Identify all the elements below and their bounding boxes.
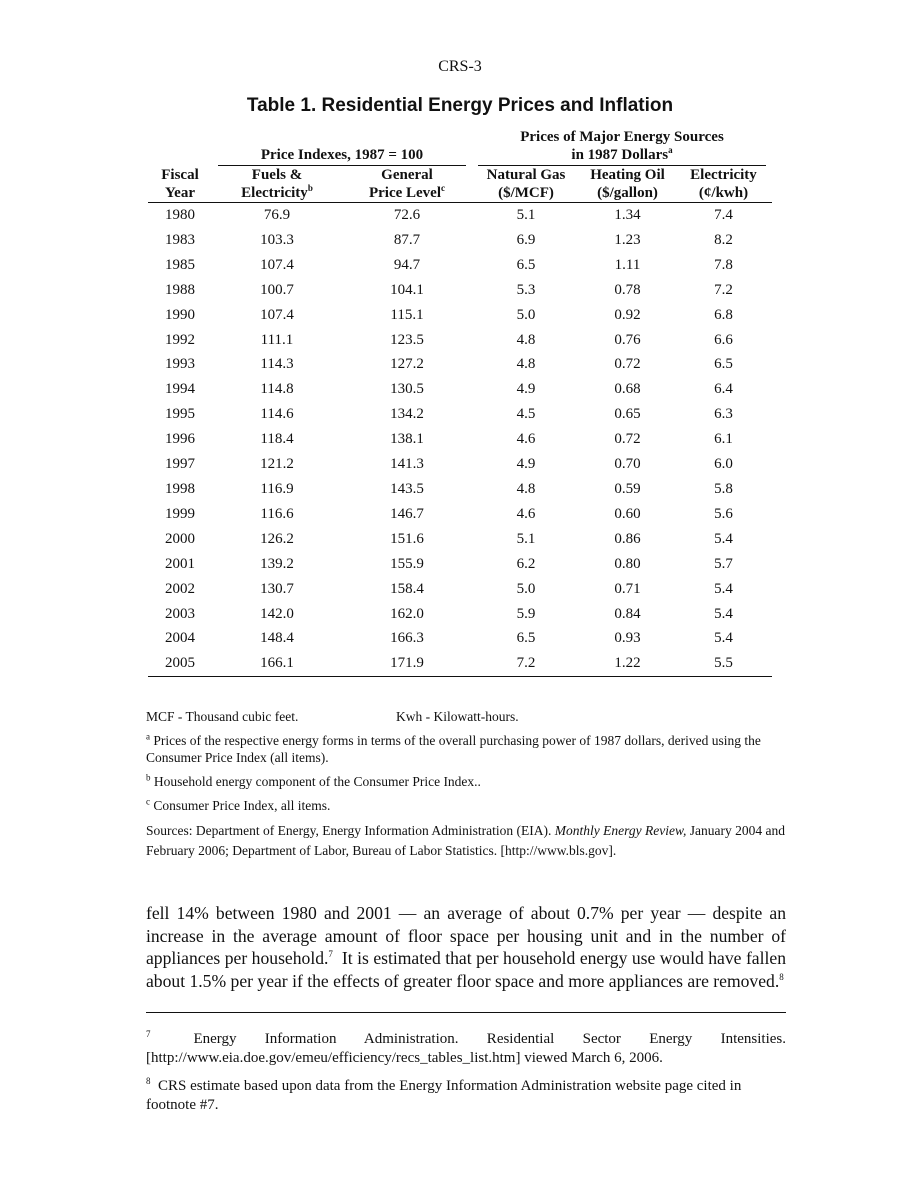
table-cell: 134.2 <box>390 406 424 423</box>
table-cell: 0.70 <box>614 456 641 473</box>
table-cell: 1997 <box>165 456 195 473</box>
page-header: CRS-3 <box>438 58 482 75</box>
table-row <box>148 203 772 228</box>
table-cell: 0.68 <box>614 381 641 398</box>
table-cell: 127.2 <box>390 356 424 373</box>
table-cell: 1.11 <box>614 256 641 273</box>
table-cell: 5.4 <box>714 530 733 547</box>
note-sources: Sources: Department of Energy, Energy Information Administration (EIA). Monthly Energy Review, January 2004 and February 2006; Department of Labor, Bureau of Labor Statistics. [http://www.bls.gov]. <box>146 823 785 858</box>
table-cell: 6.9 <box>516 231 536 248</box>
energy-table-container <box>148 128 772 677</box>
table-cell: 0.59 <box>614 480 641 497</box>
table-cell: 151.6 <box>390 530 424 547</box>
table-row <box>148 377 772 402</box>
table-cell: 87.7 <box>393 231 421 248</box>
table-cell: 116.6 <box>260 505 294 522</box>
table-row <box>148 527 772 552</box>
table-cell: 0.86 <box>614 530 641 547</box>
table-cell: 6.4 <box>714 381 733 398</box>
table-cell: 1980 <box>165 207 195 223</box>
table-cell: 1993 <box>165 356 195 373</box>
table-cell: 107.4 <box>260 256 294 273</box>
table-cell: 1998 <box>165 480 195 497</box>
table-cell: 116.9 <box>260 480 294 497</box>
table-cell: 5.0 <box>516 306 536 323</box>
table-cell: 5.7 <box>714 555 733 572</box>
table-cell: 5.4 <box>714 630 733 647</box>
table-cell: 111.1 <box>260 331 294 348</box>
table-cell: 5.4 <box>714 580 733 597</box>
table-row <box>148 477 772 502</box>
table-cell: 0.60 <box>614 505 641 522</box>
table-cell: 166.3 <box>390 630 424 647</box>
table-cell: 0.72 <box>614 356 641 373</box>
footnote-ref-7: 7 <box>328 949 333 960</box>
table-cell: 6.1 <box>714 431 733 448</box>
table-cell: 6.5 <box>516 256 536 273</box>
footnote-ref-8: 8 <box>779 971 784 982</box>
table-cell: 5.0 <box>516 580 536 597</box>
table-cell: 2004 <box>165 630 195 647</box>
column-header: Fiscal Year <box>148 166 212 203</box>
table-cell: 107.4 <box>260 306 294 323</box>
table-cell: 1.23 <box>614 231 641 248</box>
table-cell: 7.8 <box>714 256 733 273</box>
table-cell: 4.6 <box>516 431 536 448</box>
table-row <box>148 602 772 627</box>
table-cell: 76.9 <box>263 207 291 223</box>
table-cell: 115.1 <box>390 306 424 323</box>
table-cell: 139.2 <box>260 555 294 572</box>
table-cell: 148.4 <box>260 630 294 647</box>
table-row <box>148 577 772 602</box>
table-title: Table 1. Residential Energy Prices and Inflation <box>246 95 674 116</box>
table-cell: 94.7 <box>393 256 421 273</box>
table-row <box>148 626 772 651</box>
table-cell: 6.2 <box>516 555 536 572</box>
table-cell: 4.6 <box>516 505 536 522</box>
footnote-7: $^7$ Energy Information Administration. Residential Sector Energy Intensities. [http://www.eia.doe.gov/emeu/efficiency/recs_tables_list.htm] viewed March 6, 2006. <box>146 1029 786 1066</box>
table-row <box>148 303 772 328</box>
table-cell: 130.7 <box>260 580 294 597</box>
column-header: Heating Oil ($/gallon) <box>580 166 675 203</box>
table-cell: 1.22 <box>580 651 675 676</box>
column-header: Natural Gas ($/MCF) <box>472 166 580 203</box>
table-cell: 158.4 <box>390 580 424 597</box>
table-cell: 0.78 <box>614 281 641 298</box>
table-row <box>148 452 772 477</box>
table-cell: 6.8 <box>714 306 733 323</box>
table-cell: 114.6 <box>260 406 294 423</box>
table-cell: 0.92 <box>614 306 641 323</box>
table-cell: 1995 <box>165 406 195 423</box>
table-cell: 5.8 <box>714 480 733 497</box>
table-cell: 0.93 <box>614 630 641 647</box>
note-kwh: Kwh - Kilowatt-hours. <box>396 709 519 724</box>
table-notes <box>146 708 786 868</box>
note-mcf: MCF - Thousand cubic feet. <box>146 709 299 724</box>
table-cell: 6.3 <box>714 406 733 423</box>
group-header-price-indexes: Price Indexes, 1987 = 100 <box>212 128 472 166</box>
table-cell: 118.4 <box>260 431 294 448</box>
energy-prices-table <box>148 128 772 677</box>
table-cell: 114.3 <box>260 356 294 373</box>
table-cell: 4.9 <box>516 456 536 473</box>
table-cell: 1.34 <box>614 207 641 223</box>
table-cell: 141.3 <box>390 456 424 473</box>
table-cell: 1996 <box>165 431 195 448</box>
table-cell: 4.5 <box>516 406 536 423</box>
table-row <box>148 552 772 577</box>
table-cell: 5.9 <box>516 605 536 622</box>
table-row <box>148 228 772 253</box>
note-b: $^b$ Household energy component of the Consumer Price Index.. <box>146 772 481 789</box>
column-group-row <box>148 128 772 166</box>
table-cell: 1999 <box>165 505 195 522</box>
table-cell: 6.5 <box>714 356 733 373</box>
table-cell: 138.1 <box>390 431 424 448</box>
table-cell: 1985 <box>165 256 195 273</box>
table-cell: 123.5 <box>390 331 424 348</box>
table-cell: 155.9 <box>390 555 424 572</box>
table-cell: 142.0 <box>260 605 294 622</box>
table-cell: 4.8 <box>516 480 536 497</box>
table-cell: 5.5 <box>675 651 772 676</box>
table-cell: 1988 <box>165 281 195 298</box>
table-cell: 146.7 <box>390 505 424 522</box>
table-cell: 2000 <box>165 530 195 547</box>
table-cell: 2001 <box>165 555 195 572</box>
column-header-row <box>148 166 772 203</box>
table-cell: 5.4 <box>714 605 733 622</box>
table-cell: 162.0 <box>390 605 424 622</box>
table-cell: 4.8 <box>516 331 536 348</box>
table-cell: 130.5 <box>390 381 424 398</box>
table-row <box>148 253 772 278</box>
table-cell: 7.2 <box>714 281 733 298</box>
table-row <box>148 328 772 353</box>
table-cell: 171.9 <box>342 651 472 676</box>
table-cell: 0.84 <box>614 605 641 622</box>
table-cell: 5.6 <box>714 505 733 522</box>
table-row <box>148 502 772 527</box>
table-cell: 0.76 <box>614 331 641 348</box>
table-cell: 72.6 <box>393 207 421 223</box>
table-cell: 5.1 <box>516 207 536 223</box>
column-header: Electricity (¢/kwh) <box>675 166 772 203</box>
table-cell: 4.9 <box>516 381 536 398</box>
table-cell: 5.1 <box>516 530 536 547</box>
footnote-8: $^8$ CRS estimate based upon data from the Energy Information Administration website page cited in footnote #7. <box>146 1076 742 1113</box>
table-row <box>148 352 772 377</box>
group-header-energy-prices: Prices of Major Energy Sources in 1987 Dollars$^a$ <box>472 128 772 166</box>
note-a: $^a$ Prices of the respective energy forms in terms of the overall purchasing power of 1987 dollars, derived using the Consumer Price Index (all items). <box>146 731 761 765</box>
table-body <box>148 203 772 677</box>
body-paragraph: fell 14% between 1980 and 2001 — an average of about 0.7% per year — despite an increase in the average amount of floor space per housing unit and in the number of appliances per household.$^7$ It is estimated that per household energy use would have fallen about 1.5% per year if the effects of greater floor space and more appliances are removed.$^8$ <box>146 903 786 991</box>
table-cell: 7.4 <box>714 207 733 223</box>
table-cell: 126.2 <box>260 530 294 547</box>
table-cell: 6.6 <box>714 331 733 348</box>
table-cell: 2003 <box>165 605 195 622</box>
footnote-divider <box>146 1012 786 1013</box>
table-cell: 0.65 <box>614 406 641 423</box>
table-cell: 104.1 <box>390 281 424 298</box>
table-cell: 1983 <box>165 231 195 248</box>
table-cell: 0.72 <box>614 431 641 448</box>
table-row <box>148 651 772 676</box>
table-cell: 8.2 <box>714 231 733 248</box>
column-header: Fuels & Electricity$^b$ <box>212 166 342 203</box>
table-cell: 100.7 <box>260 281 294 298</box>
table-cell: 2005 <box>148 651 212 676</box>
table-cell: 1994 <box>165 381 195 398</box>
table-cell: 0.71 <box>614 580 641 597</box>
table-cell: 1990 <box>165 306 195 323</box>
table-cell: 114.8 <box>260 381 294 398</box>
table-cell: 166.1 <box>212 651 342 676</box>
abbreviations <box>146 708 786 725</box>
table-cell: 0.80 <box>614 555 641 572</box>
table-cell: 4.8 <box>516 356 536 373</box>
table-cell: 121.2 <box>260 456 294 473</box>
footnotes <box>146 1030 786 1124</box>
table-cell: 7.2 <box>472 651 580 676</box>
table-row <box>148 278 772 303</box>
table-cell: 1992 <box>165 331 195 348</box>
table-row <box>148 427 772 452</box>
table-cell: 5.3 <box>516 281 536 298</box>
column-header: General Price Level$^c$ <box>342 166 472 203</box>
table-cell: 103.3 <box>260 231 294 248</box>
note-c: $^c$ Consumer Price Index, all items. <box>146 796 331 813</box>
table-cell: 6.5 <box>516 630 536 647</box>
table-cell: 143.5 <box>390 480 424 497</box>
table-cell: 6.0 <box>714 456 733 473</box>
table-row <box>148 402 772 427</box>
table-cell: 2002 <box>165 580 195 597</box>
